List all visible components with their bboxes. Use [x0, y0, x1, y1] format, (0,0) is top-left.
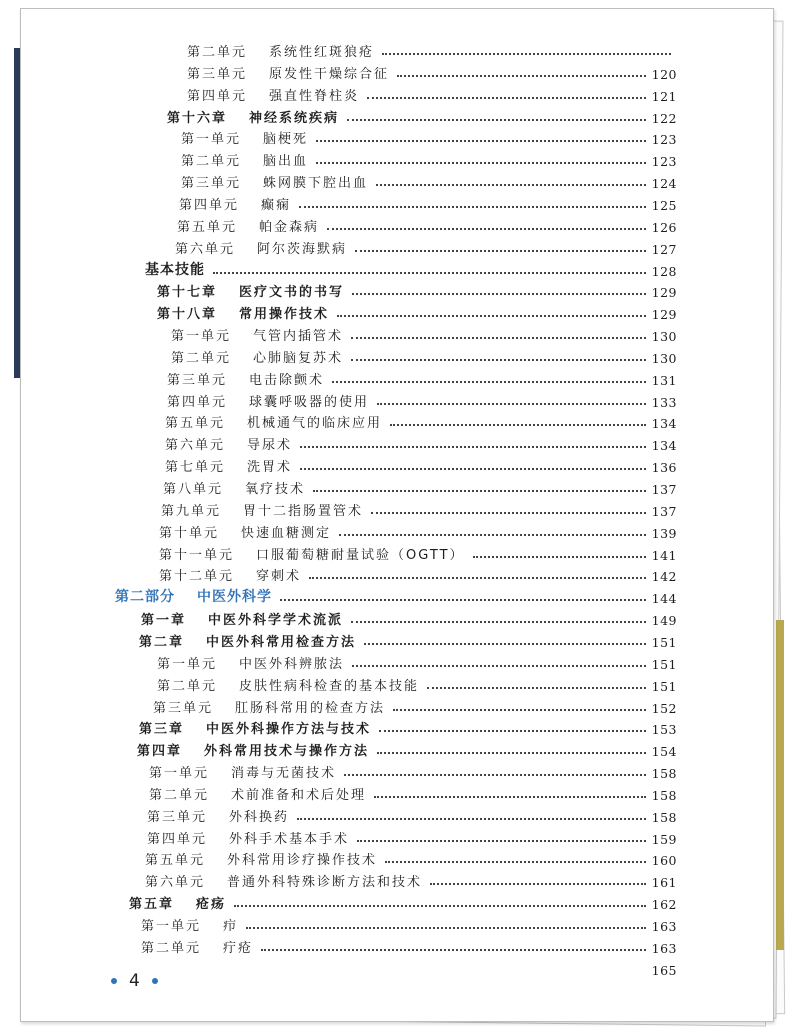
toc-page-number: 129: [651, 307, 677, 323]
toc-number: 第一单元: [157, 656, 218, 672]
toc-page-number: 125: [651, 197, 677, 213]
dot-leader: [397, 75, 646, 77]
toc-entry[interactable]: [181, 148, 677, 169]
toc-title: 外科手术基本手术: [229, 831, 350, 847]
toc-number: 第五单元: [165, 416, 226, 432]
toc-number: 第四单元: [179, 197, 240, 213]
toc-number: 第十二单元: [159, 569, 235, 585]
toc-number: 第一章: [141, 613, 187, 629]
toc-page-number: 163: [651, 919, 677, 934]
toc-number: 第二部分: [115, 589, 175, 606]
toc-page-number: 128: [651, 263, 677, 279]
toc-page-number: 122: [651, 110, 677, 126]
toc-page-number: 160: [651, 853, 677, 869]
toc-title: 胃十二指肠置管术: [243, 503, 364, 519]
toc-title: 疮疡: [196, 897, 227, 913]
toc-entry[interactable]: [145, 258, 677, 279]
toc-page-number: 151: [651, 634, 677, 650]
toc-page-number: 151: [651, 656, 677, 672]
toc-title: 气管内插管术: [253, 329, 344, 345]
toc-entry[interactable]: [181, 170, 677, 191]
toc-title: 球囊呼吸器的使用: [249, 394, 370, 410]
toc-number: 第七单元: [165, 460, 226, 476]
toc-page-number: 126: [651, 219, 677, 235]
dot-leader: [377, 403, 646, 405]
toc-title: 强直性脊柱炎: [269, 88, 360, 104]
toc-entry[interactable]: [171, 323, 677, 344]
toc-number: 第五单元: [145, 853, 206, 869]
dot-leader: [297, 818, 646, 820]
toc-entry[interactable]: [149, 760, 677, 781]
toc-entry[interactable]: [147, 826, 677, 847]
toc-page-number: 149: [651, 613, 677, 629]
toc-number: 第一单元: [149, 766, 210, 782]
toc-title: 中医外科学学术流派: [208, 613, 344, 629]
toc-title: 系统性红斑狼疮: [269, 45, 375, 60]
toc-title: 导尿术: [247, 438, 293, 454]
toc-title: 阿尔茨海默病: [257, 241, 348, 257]
dot-leader: [382, 53, 671, 55]
dot-leader: [246, 927, 646, 929]
toc-entry[interactable]: [175, 236, 677, 257]
toc-title: 机械通气的临床应用: [247, 416, 383, 432]
dot-leader: [364, 643, 646, 645]
toc-entry[interactable]: [147, 804, 677, 825]
toc-title: 氧疗技术: [245, 482, 306, 497]
toc-entry[interactable]: [187, 61, 677, 82]
toc-title: 帕金森病: [259, 219, 320, 235]
dot-leader: [213, 272, 646, 274]
toc-title: 普通外科特殊诊断方法和技术: [227, 875, 423, 891]
toc-number: 第二单元: [149, 787, 210, 803]
toc-entry[interactable]: [157, 673, 677, 694]
toc-page-number: 158: [651, 787, 677, 803]
toc-entry[interactable]: [171, 345, 677, 366]
dot-leader: [390, 424, 646, 426]
toc-page-number: 127: [651, 241, 677, 257]
toc-number: 第三单元: [187, 66, 248, 82]
toc-entry[interactable]: [159, 520, 677, 541]
toc-entry[interactable]: [165, 432, 677, 453]
toc-number: 第二单元: [181, 154, 242, 170]
dot-leader: [376, 184, 646, 186]
toc-number: 第九单元: [161, 503, 222, 519]
dot-leader: [367, 97, 646, 99]
toc-page-number: 141: [651, 547, 677, 563]
toc-page-number: 142: [651, 569, 677, 585]
toc-number: 第十六章: [167, 110, 228, 126]
toc-page-number: 124: [651, 176, 677, 192]
toc-entry[interactable]: [167, 367, 677, 388]
toc-number: 第三章: [139, 722, 185, 738]
toc-title: 心肺脑复苏术: [253, 350, 344, 366]
dot-leader: [332, 381, 646, 383]
toc-entry[interactable]: [161, 498, 677, 519]
toc-entry[interactable]: [179, 192, 677, 213]
toc-page-number: 159: [651, 831, 677, 847]
toc-number: 第三单元: [167, 372, 228, 388]
dot-leader: [299, 206, 646, 208]
toc-entry[interactable]: [115, 585, 677, 606]
toc-page-number: 165: [651, 962, 677, 978]
toc-entry[interactable]: [157, 651, 677, 672]
toc-entry[interactable]: [163, 476, 677, 497]
toc-number: 第四单元: [147, 831, 208, 847]
toc-page-number: 121: [651, 88, 677, 104]
toc-entry[interactable]: [165, 454, 677, 475]
toc-page-number: 162: [651, 897, 677, 913]
toc-entry[interactable]: [137, 738, 677, 759]
dot-leader: [427, 687, 646, 689]
toc-number: 第三单元: [147, 809, 208, 825]
toc-page-number: 144: [651, 591, 677, 607]
toc-number: 第六单元: [175, 241, 236, 257]
toc-number: 第十八章: [157, 307, 218, 323]
dot-leader: [473, 556, 646, 558]
dot-leader: [374, 796, 646, 798]
toc-page-number: 136: [651, 460, 677, 476]
toc-entry[interactable]: [187, 39, 677, 60]
dot-leader: [385, 861, 646, 863]
toc-title: 常用操作技术: [239, 307, 330, 323]
toc-number: 第四单元: [187, 88, 248, 104]
toc-page-number: 130: [651, 329, 677, 345]
toc-title: 医疗文书的书写: [239, 285, 345, 301]
toc-entry[interactable]: [159, 563, 677, 584]
cover-edge: [776, 620, 784, 950]
dot-leader: [339, 534, 646, 536]
dot-leader: [327, 228, 646, 230]
dot-leader: [357, 840, 646, 842]
toc-title: 电击除颤术: [249, 372, 325, 388]
toc-title: 中医外科学: [197, 589, 272, 606]
toc-number: 第二单元: [157, 678, 218, 694]
toc-title: 疔疮: [223, 940, 254, 956]
toc-number: 第三单元: [153, 700, 214, 716]
dot-leader: [351, 337, 646, 339]
toc-number: 第二单元: [141, 940, 202, 956]
dot-leader: [393, 709, 646, 711]
toc-page-number: 131: [651, 372, 677, 388]
toc-number: 第六单元: [145, 875, 206, 891]
toc-entry[interactable]: [159, 542, 677, 563]
toc-title: 外科换药: [229, 809, 290, 825]
toc-title: 洗胃术: [247, 460, 293, 476]
dot-leader: [261, 949, 646, 951]
dot-leader: [377, 752, 646, 754]
toc-page-number: 137: [651, 482, 677, 497]
dot-leader: [352, 293, 646, 295]
toc-title: 皮肤性病科检查的基本技能: [239, 678, 420, 694]
dot-leader: [351, 621, 646, 623]
toc-title: 蛛网膜下腔出血: [263, 176, 369, 192]
toc-page-number: 161: [651, 875, 677, 891]
toc-entry[interactable]: [181, 126, 677, 147]
dot-leader: [371, 512, 646, 514]
toc-number: 第二单元: [171, 350, 232, 366]
page-footer: [111, 971, 158, 991]
toc-page-number: 134: [651, 416, 677, 432]
toc-entry[interactable]: [157, 301, 677, 322]
toc-number: 第四单元: [167, 394, 228, 410]
toc-entry[interactable]: [149, 782, 677, 803]
toc-page-number: 123: [651, 132, 677, 148]
toc-title: 中医外科操作方法与技术: [206, 722, 372, 738]
toc-title: 疖: [223, 919, 239, 934]
toc-page: [20, 8, 774, 1022]
dot-leader: [280, 599, 646, 601]
toc-page-number: 163: [651, 940, 677, 956]
toc-number: 第六单元: [165, 438, 226, 454]
toc-page-number: 152: [651, 700, 677, 716]
toc-page-number: 158: [651, 809, 677, 825]
toc-page-number: 120: [651, 66, 677, 82]
toc-entry[interactable]: [145, 847, 677, 868]
toc-title: 穿刺术: [256, 569, 302, 585]
dot-leader: [234, 905, 646, 907]
toc-title: 中医外科常用检查方法: [206, 634, 357, 650]
toc-page-number: 154: [651, 744, 677, 760]
toc-title: 口服葡萄糖耐量试验（OGTT）: [256, 547, 465, 563]
toc-entry[interactable]: [141, 913, 677, 934]
toc-entry[interactable]: [141, 607, 677, 628]
dot-leader: [309, 577, 646, 579]
page-number: 4: [129, 971, 140, 991]
toc-entry[interactable]: [139, 629, 677, 650]
dot-leader: [355, 250, 646, 252]
dot-leader: [430, 883, 646, 885]
toc-title: 脑梗死: [263, 132, 309, 148]
toc-entry[interactable]: [177, 214, 677, 235]
toc-title: 原发性干燥综合征: [269, 66, 390, 82]
toc-page-number: 158: [651, 766, 677, 782]
toc-page-number: 139: [651, 525, 677, 541]
dot-leader: [347, 119, 646, 121]
toc-number: 第二章: [139, 634, 185, 650]
dot-leader: [313, 490, 646, 492]
toc-number: 第一单元: [171, 329, 232, 345]
toc-title: 消毒与无菌技术: [231, 766, 337, 782]
dot-leader: [379, 730, 646, 732]
dot-leader: [344, 774, 646, 776]
toc-page-number: 151: [651, 678, 677, 694]
toc-page-number: 129: [651, 285, 677, 301]
toc-title: 中医外科辨脓法: [239, 656, 345, 672]
toc-page-number: 123: [651, 154, 677, 170]
toc-title: 脑出血: [263, 154, 309, 170]
toc-entry[interactable]: [157, 279, 677, 300]
toc-page-number: 153: [651, 722, 677, 738]
toc-title: 快速血糖测定: [241, 525, 332, 541]
toc-title: 外科常用技术与操作方法: [204, 744, 370, 760]
toc-entry[interactable]: [145, 869, 677, 890]
toc-entry[interactable]: [153, 695, 677, 716]
toc-page-number: 133: [651, 394, 677, 410]
toc-page-number: 130: [651, 350, 677, 366]
toc-entry[interactable]: [141, 935, 677, 956]
dot-leader: [351, 359, 646, 361]
toc-number: 第四章: [137, 744, 183, 760]
toc-number: 第十七章: [157, 285, 218, 301]
toc-number: 第一单元: [141, 919, 202, 934]
dot-leader: [337, 315, 646, 317]
toc-number: 第八单元: [163, 482, 224, 497]
toc-number: 第三单元: [181, 176, 242, 192]
dot-leader: [300, 468, 646, 470]
toc-title: 基本技能: [145, 261, 205, 278]
dot-leader: [316, 140, 646, 142]
toc-entry[interactable]: [167, 389, 677, 410]
toc-title: 神经系统疾病: [249, 110, 340, 126]
toc-entry[interactable]: [167, 105, 677, 126]
toc-entry[interactable]: [165, 410, 677, 431]
toc-number: 第二单元: [187, 45, 248, 60]
toc-entry[interactable]: [129, 891, 677, 912]
bullet-dot-icon: [152, 978, 158, 984]
toc-page-number: 134: [651, 438, 677, 454]
bullet-dot-icon: [111, 978, 117, 984]
dot-leader: [300, 446, 646, 448]
toc-number: 第五章: [129, 897, 175, 913]
toc-page-number: 137: [651, 503, 677, 519]
toc-entry[interactable]: [139, 716, 677, 737]
toc-entry[interactable]: [187, 83, 677, 104]
dot-leader: [316, 162, 646, 164]
toc-number: 第一单元: [181, 132, 242, 148]
toc-title: 癫痫: [261, 197, 292, 213]
toc-number: 第十一单元: [159, 547, 235, 563]
dot-leader: [352, 665, 646, 667]
toc-title: 外科常用诊疗操作技术: [227, 853, 378, 869]
toc-title: 肛肠科常用的检查方法: [235, 700, 386, 716]
toc-number: 第十单元: [159, 525, 220, 541]
toc-title: 术前准备和术后处理: [231, 787, 367, 803]
toc-number: 第五单元: [177, 219, 238, 235]
